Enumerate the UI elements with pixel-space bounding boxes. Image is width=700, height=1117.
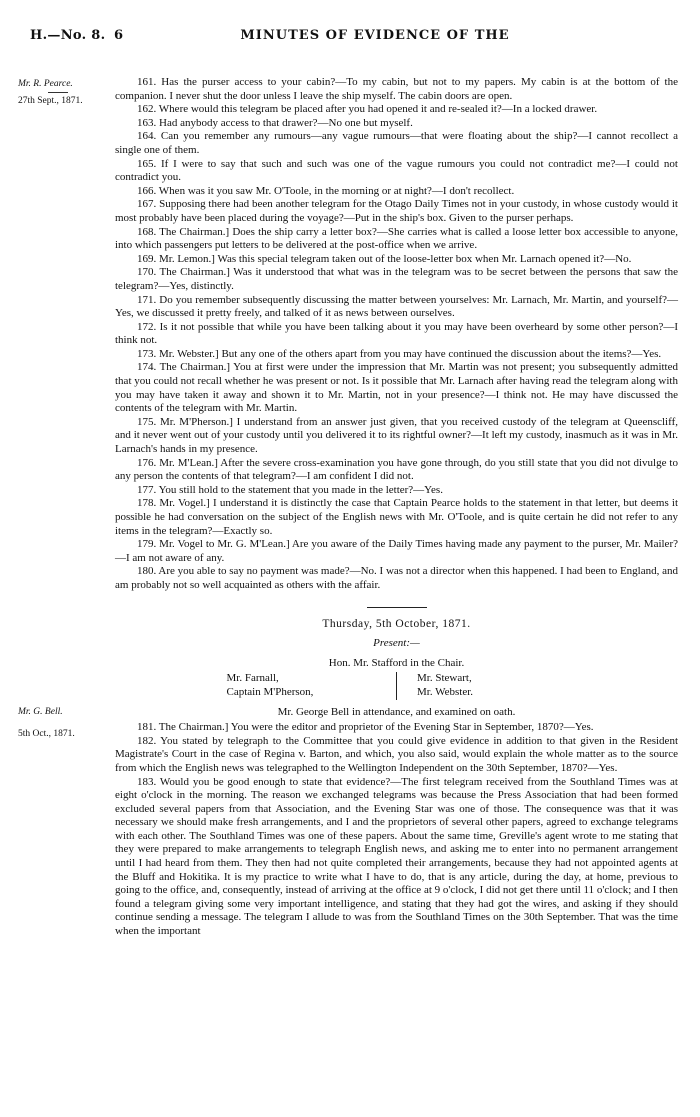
- chair-line: Hon. Mr. Stafford in the Chair.: [328, 656, 465, 669]
- evidence-paragraph: 167. Supposing there had been another telegram for the Otago Daily Times not in your custody, in whose custody would it most probably have been placed during the voyage?—Put in the ship's box. Given to the purser perhaps.: [115, 198, 678, 224]
- margin-witness: Mr. G. Bell.: [18, 706, 63, 717]
- evidence-paragraph: 170. The Chairman.] Was it understood that what was in the telegram was to be secret between the persons that saw the telegram?—Yes, distinctly.: [115, 266, 678, 292]
- attendance-line: Mr. George Bell in attendance, and examined on oath.: [277, 705, 516, 718]
- margin-date: 27th Sept., 1871.: [18, 96, 83, 107]
- running-title: MINUTES OF EVIDENCE OF THE: [240, 28, 510, 43]
- question-list-1: [115, 76, 678, 593]
- evidence-paragraph: 162. Where would this telegram be placed after you had opened it and re-sealed it?—In a locked drawer.: [137, 103, 598, 116]
- evidence-paragraph: 175. Mr. M'Pherson.] I understand from an answer just given, that you received custody of the telegram at Queenscliff, and it never went out of your custody until you delivered it to its rightful owner?—It left my custody, inasmuch as it was in Mr. Larnach's hands in my presence.: [115, 415, 678, 456]
- evidence-paragraph: 172. Is it not possible that while you have been talking about it you may have been overheard by some other person?—I think not.: [115, 320, 678, 347]
- evidence-paragraph: 182. You stated by telegraph to the Committee that you could give evidence in addition to that given in the Resident Magistrate's Court in the case of Regina v. Barton, and which, you also said, would explain the whole matter as to the source from which the English news was telegraphed to the Wellington Independent on the 30th September, 1870?—Yes.: [115, 734, 678, 774]
- member-name: Mr. Stewart,: [417, 672, 472, 685]
- evidence-paragraph: 174. The Chairman.] You at first were under the impression that Mr. Martin was not present; you subsequently admitted that you could not recall whether he was present or not. Is it possible that Mr. Larnach after having read the telegram along with you may have taken it away and shown it to Mr. Martin, not in your presence?—I think not. He may have discussed the contents of the telegram with Mr. Martin.: [115, 361, 678, 415]
- evidence-paragraph: 178. Mr. Vogel.] I understand it is distinctly the case that Captain Pearce holds to the statement in that letter, but deems it possible he had conversation on the subject of the English news with Mr. O'Toole, and is quite certain he did not refer to any items in the telegram?—Exactly so.: [115, 497, 678, 537]
- evidence-paragraph: 164. Can you remember any rumours—any vague rumours—that were floating about the ship?—I cannot recollect a single one of them.: [115, 130, 678, 156]
- margin-witness: Mr. R. Pearce.: [18, 79, 73, 89]
- margin-note-bell: [18, 706, 113, 741]
- margin-date: 5th Oct., 1871.: [18, 728, 75, 739]
- margin-divider: [48, 92, 68, 93]
- page-header: [30, 28, 670, 48]
- question-list-2: [115, 721, 678, 939]
- evidence-paragraph: 177. You still hold to the statement that you made in the letter?—Yes.: [137, 483, 443, 496]
- margin-note-pearce: [18, 78, 113, 108]
- evidence-paragraph: 166. When was it you saw Mr. O'Toole, in the morning or at night?—I don't recollect.: [137, 184, 515, 197]
- evidence-paragraph: 181. The Chairman.] You were the editor and proprietor of the Evening Star in September, 1870?—Yes.: [137, 721, 594, 734]
- evidence-paragraph: 161. Has the purser access to your cabin?—To my cabin, but not to my papers. My cabin is at the bottom of the companion. I never shut the door unless I leave the ship myself. The cabin doors are open.: [115, 76, 678, 102]
- session-date: Thursday, 5th October, 1871.: [322, 617, 471, 630]
- evidence-paragraph: 168. The Chairman.] Does the ship carry a letter box?—She carries what is called a loose letter box accessible to anyone, into which passengers put letters to be delivered at the post-office when we arrive.: [115, 225, 678, 252]
- members-list: [217, 672, 577, 699]
- evidence-paragraph: 163. Had anybody access to that drawer?—No one but myself.: [137, 116, 413, 129]
- present-label: Present:—: [373, 637, 420, 650]
- evidence-paragraph: 179. Mr. Vogel to Mr. G. M'Lean.] Are you aware of the Daily Times having made any payment to the purser, Mr. Mailer?—I am not aware of any.: [115, 538, 678, 564]
- evidence-paragraph: 183. Would you be good enough to state that evidence?—The first telegram received from the Southland Times was at eight o'clock in the morning. The reason we exchanged telegrams was because the Press Association that had been formed excluded several papers from that Association, and the Evening Star was one of those. The consequence was that it was necessary we should make fresh arrangements, and I and the proprietors of several other papers, agreed to exchange telegrams with each other. The Southland Times was one of these papers. About the same time, Greville's agent wrote to me stating that they were prepared to make arrangements to telegraph English news, and asking me to enter into no permanent arrangement until I had heard from them. They then had not quite completed their arrangements, because they had not appointed agents at the Bluff and Hokitika. It is my practice to write what I have to do, that is any article, during the day, at home, previous to going to the office, and, consequently, instead of arriving at the office at 9 o'clock, I did not get there until 11 o'clock; and I then found a telegram giving some very important intelligence, and stating that they had got the wires, and asking if they should continue sending a message. The telegram I allude to was from the Southland Times on the 30th September. That was the time when the important: [115, 775, 678, 938]
- member-name: Mr. Farnall,: [226, 672, 279, 685]
- evidence-paragraph: 180. Are you able to say no payment was made?—No. I was not a director when this happened. I had been to England, and am probably not so well acquainted as others with the affair.: [115, 565, 678, 591]
- evidence-paragraph: 173. Mr. Webster.] But any one of the others apart from you may have continued the discussion about the items?—Yes.: [137, 347, 662, 360]
- evidence-paragraph: 169. Mr. Lemon.] Was this special telegram taken out of the loose-letter box when Mr. Larnach opened it?—No.: [137, 252, 632, 265]
- section-separator: [367, 607, 427, 608]
- paper-number: H.—No. 8.: [30, 28, 106, 43]
- evidence-paragraph: 171. Do you remember subsequently discussing the matter between yourselves: Mr. Larnach, Mr. Martin, and yourself?—Yes, we discussed it pretty freely, and talked of it as news between ourselves.: [115, 293, 678, 320]
- margin-spacer: [18, 718, 113, 728]
- evidence-paragraph: 176. Mr. M'Lean.] After the severe cross-examination you have gone through, do you still state that you did not divulge to any person the contents of that telegram?—I am confident I did not.: [115, 456, 678, 483]
- page-number: 6: [114, 28, 124, 43]
- member-name: Mr. Webster.: [417, 685, 474, 698]
- evidence-paragraph: 165. If I were to say that such and such was one of the vague rumours you could not contradict me?—I could not contradict you.: [115, 157, 678, 184]
- member-name: Captain M'Pherson,: [226, 685, 314, 698]
- evidence-section-1: [115, 76, 678, 939]
